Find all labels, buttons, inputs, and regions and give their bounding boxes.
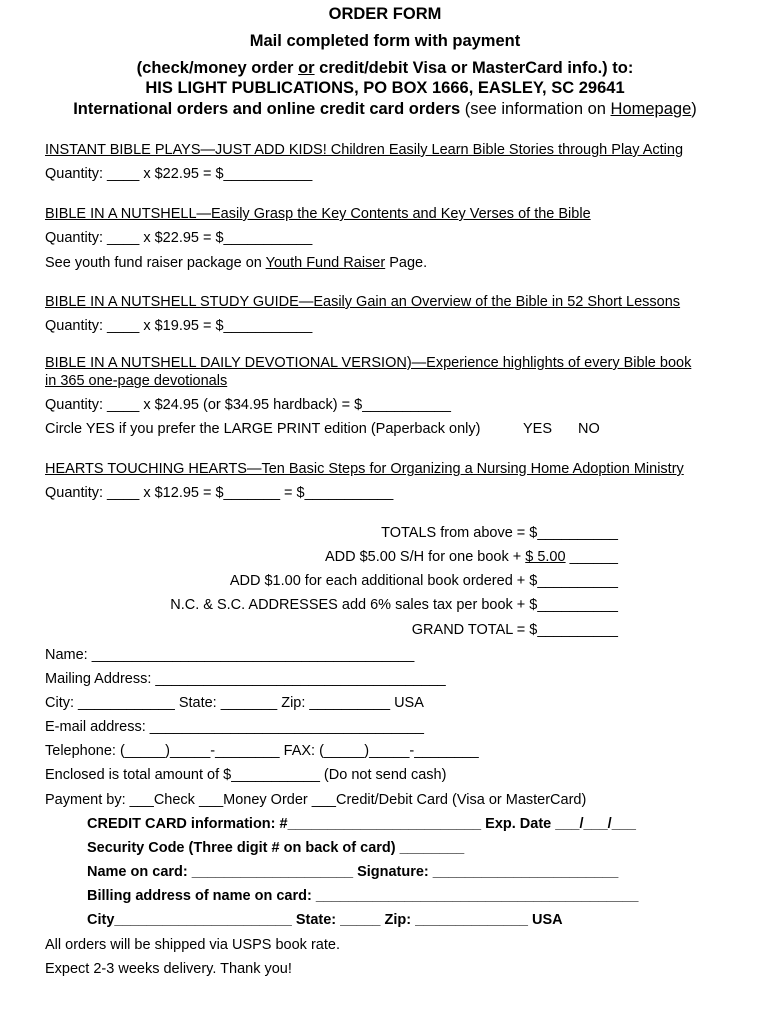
sales-tax-line[interactable]: N.C. & S.C. ADDRESSES add 6% sales tax per book + $__________ [170, 597, 618, 613]
credit-card-number-field[interactable]: CREDIT CARD information: #________________________ Exp. Date ___/___/___ [87, 816, 636, 832]
shipping-blank: ______ [565, 549, 618, 565]
quantity-line[interactable]: Quantity: ____ x $19.95 = $___________ [45, 318, 313, 334]
large-print-yes-option[interactable]: YES [523, 421, 553, 437]
shipping-handling-line [325, 548, 618, 566]
name-field[interactable]: Name: ________________________________________ [45, 647, 415, 663]
payment-methods-line [0, 57, 770, 79]
quantity-line[interactable]: Quantity: ____ x $12.95 = $_______ = $___________ [45, 485, 394, 501]
mailing-address: HIS LIGHT PUBLICATIONS, PO BOX 1666, EASLEY, SC 29641 [145, 79, 625, 97]
shipping-label: ADD $5.00 S/H for one book + [324, 549, 526, 565]
or-text: or [298, 59, 315, 77]
email-field[interactable]: E-mail address: __________________________________ [45, 719, 424, 735]
product-title-hearts-touching-hearts: HEARTS TOUCHING HEARTS—Ten Basic Steps for Organizing a Nursing Home Adoption Ministry [45, 461, 684, 477]
youth-fund-raiser-link[interactable]: Youth Fund Raiser [265, 255, 386, 271]
international-orders-bold: International orders and online credit card orders [73, 100, 461, 118]
quantity-line[interactable]: Quantity: ____ x $22.95 = $___________ [45, 230, 313, 246]
shipping-note: All orders will be shipped via USPS book rate. [45, 937, 340, 953]
telephone-fax-field[interactable]: Telephone: (_____)_____-________ FAX: (_____)_____-________ [45, 743, 479, 759]
product-title-instant-bible-plays: INSTANT BIBLE PLAYS—JUST ADD KIDS! Children Easily Learn Bible Stories through Play Acting [45, 142, 684, 158]
international-orders-line [0, 98, 770, 120]
form-title: ORDER FORM [328, 5, 442, 23]
payment-methods-a: (check/money order [136, 59, 299, 77]
card-city-state-zip-field[interactable]: City______________________ State: _____ Zip: ______________ USA [87, 912, 563, 928]
quantity-line[interactable]: Quantity: ____ x $22.95 = $___________ [45, 166, 313, 182]
intl-see-info: (see information on [460, 100, 611, 118]
security-code-field[interactable]: Security Code (Three digit # on back of card) ________ [87, 840, 465, 856]
product-title-bible-in-a-nutshell: BIBLE IN A NUTSHELL—Easily Grasp the Key Contents and Key Verses of the Bible [45, 206, 591, 222]
quantity-line[interactable]: Quantity: ____ x $24.95 (or $34.95 hardback) = $___________ [45, 397, 451, 413]
homepage-link[interactable]: Homepage [610, 100, 692, 118]
delivery-note: Expect 2-3 weeks delivery. Thank you! [45, 961, 292, 977]
totals-line[interactable]: TOTALS from above = $__________ [381, 525, 618, 541]
enclosed-amount-field[interactable]: Enclosed is total amount of $___________ (Do not send cash) [45, 767, 447, 783]
product-title-daily-devotional-line2: in 365 one-page devotionals [45, 373, 228, 389]
additional-book-line[interactable]: ADD $1.00 for each additional book ordered + $__________ [229, 573, 618, 589]
large-print-no-option[interactable]: NO [578, 421, 600, 437]
city-state-zip-field[interactable]: City: ____________ State: _______ Zip: __________ USA [45, 695, 424, 711]
youth-note-a: See youth fund raiser package on [45, 255, 266, 271]
payment-method-field[interactable]: Payment by: ___Check ___Money Order ___Credit/Debit Card (Visa or MasterCard) [45, 792, 587, 808]
shipping-value: $ 5.00 [525, 549, 566, 565]
payment-methods-b: credit/debit Visa or MasterCard info.) to: [314, 59, 634, 77]
youth-fund-raiser-note [45, 254, 427, 272]
product-title-daily-devotional: BIBLE IN A NUTSHELL DAILY DEVOTIONAL VERSION)—Experience highlights of every Bible book [45, 355, 692, 371]
intl-close-paren: ) [691, 100, 697, 118]
mailing-address-field[interactable]: Mailing Address: ____________________________________ [45, 671, 446, 687]
billing-address-field[interactable]: Billing address of name on card: ________________________________________ [87, 888, 639, 904]
youth-note-b: Page. [385, 255, 428, 271]
grand-total-line[interactable]: GRAND TOTAL = $__________ [411, 622, 618, 638]
mail-instruction: Mail completed form with payment [249, 32, 521, 50]
product-title-study-guide: BIBLE IN A NUTSHELL STUDY GUIDE—Easily Gain an Overview of the Bible in 52 Short Lessons [45, 294, 681, 310]
name-signature-field[interactable]: Name on card: ____________________ Signature: _______________________ [87, 864, 619, 880]
large-print-note: Circle YES if you prefer the LARGE PRINT edition (Paperback only) [45, 421, 481, 437]
